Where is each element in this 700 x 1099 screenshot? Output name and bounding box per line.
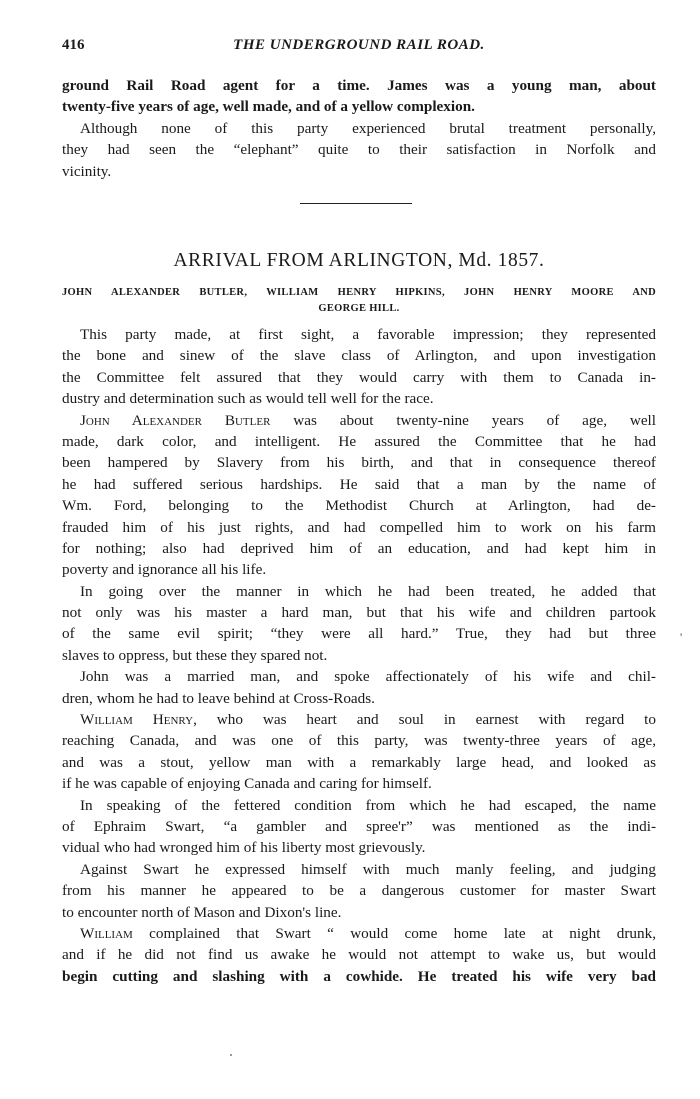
text-line — [62, 367, 656, 388]
text-line — [62, 773, 656, 794]
text-line — [62, 324, 656, 345]
text-line — [62, 923, 656, 944]
text-line — [62, 75, 656, 96]
text-line — [62, 559, 656, 580]
text-line — [62, 96, 656, 117]
line-text: and was a stout, yellow man with a remarkably large head, and looked as — [62, 753, 656, 771]
text-line — [62, 837, 656, 858]
section-body — [62, 324, 656, 987]
line-text: been hampered by Slavery from his birth, and that in consequence thereof — [62, 454, 656, 472]
section-subtitle-names — [62, 285, 656, 317]
running-title: THE UNDERGROUND RAIL ROAD. — [233, 37, 485, 53]
section-divider — [300, 203, 412, 204]
line-text: Against Swart he expressed himself with much manly feeling, and judging — [80, 860, 656, 878]
text-line — [62, 118, 656, 139]
line-text: from his manner he appeared to be a dangerous customer for master Swart — [62, 882, 656, 900]
line-text: vidual who had wronged him of his liberty most grievously. — [62, 839, 426, 857]
line-text: of Ephraim Swart, “a gambler and spree'r” was mentioned as the indi- — [62, 817, 656, 835]
line-text: dren, whom he had to leave behind at Cross-Roads. — [62, 689, 375, 707]
text-line — [62, 880, 656, 901]
line-text: and if he did not find us awake he would not attempt to wake us, but would — [62, 946, 656, 964]
text-line — [62, 410, 656, 431]
text-line — [62, 709, 656, 730]
small-caps-name: William — [80, 924, 133, 942]
text-line — [62, 816, 656, 837]
line-text: he had suffered serious hardships. He said that a man by the name of — [62, 475, 656, 493]
line-text: ground Rail Road agent for a time. James was a young man, about — [62, 77, 656, 94]
line-text: This party made, at first sight, a favorable impression; they represented — [80, 326, 656, 343]
names-line-2: GEORGE HILL. — [318, 303, 400, 314]
text-line — [62, 431, 656, 452]
paragraph-continued — [62, 75, 656, 182]
line-text: if he was capable of enjoying Canada and caring for himself. — [62, 775, 432, 793]
text-line — [62, 645, 656, 666]
text-line — [62, 602, 656, 623]
line-text: to encounter north of Mason and Dixon's line. — [62, 903, 342, 921]
text-line — [62, 859, 656, 880]
scan-speck — [230, 1054, 232, 1056]
text-line — [62, 538, 656, 559]
text-line — [62, 623, 656, 644]
line-text: frauded him of his just rights, and had compelled him to work on his farm — [62, 518, 656, 536]
text-line — [62, 688, 656, 709]
line-text: In going over the manner in which he had been treated, he added that — [80, 582, 656, 600]
text-line — [62, 388, 656, 409]
text-line — [62, 666, 656, 687]
text-line — [62, 161, 656, 182]
text-line — [62, 581, 656, 602]
text-line — [62, 795, 656, 816]
text-line — [62, 730, 656, 751]
line-text: John was a married man, and spoke affectionately of his wife and chil- — [80, 668, 656, 686]
text-line — [62, 452, 656, 473]
scan-mark: ' — [680, 630, 683, 644]
line-text: not only was his master a hard man, but that his wife and children partook — [62, 604, 656, 622]
line-text: Wm. Ford, belonging to the Methodist Church at Arlington, had de- — [62, 497, 656, 515]
line-text: poverty and ignorance all his life. — [62, 561, 267, 579]
page-number: 416 — [62, 37, 85, 53]
line-text: for nothing; also had deprived him of an education, and had kept him in — [62, 539, 656, 557]
text-line — [62, 345, 656, 366]
text-line — [62, 966, 656, 987]
line-text: the Committee felt assured that they would carry with them to Canada in- — [62, 368, 656, 386]
section-title: ARRIVAL FROM ARLINGTON, Md. 1857. — [173, 250, 545, 271]
running-header — [62, 37, 656, 57]
line-text: , who was heart and soul in earnest with regard to — [193, 711, 656, 729]
line-text: begin cutting and slashing with a cowhide. He treated his wife very bad — [62, 967, 656, 985]
line-text: Although none of this party experienced brutal treatment personally, — [80, 119, 656, 137]
line-text: complained that Swart “ would come home late at night drunk, — [132, 924, 656, 942]
line-text: made, dark color, and intelligent. He assured the Committee that he had — [62, 432, 656, 450]
text-line — [62, 495, 656, 516]
line-text: the bone and sinew of the slave class of Arlington, and upon investigation — [62, 347, 656, 365]
text-line — [62, 139, 656, 160]
small-caps-name: William Henry — [80, 711, 194, 729]
text-line — [62, 902, 656, 923]
line-text: twenty-five years of age, well made, and of a yellow complexion. — [62, 98, 475, 116]
text-line — [62, 517, 656, 538]
line-text: vicinity. — [62, 162, 112, 180]
line-text: they had seen the “elephant” quite to their satisfaction in Norfolk and — [62, 141, 656, 159]
line-text: reaching Canada, and was one of this party, was twenty-three years of age, — [62, 732, 656, 750]
text-line — [62, 944, 656, 965]
line-text: was about twenty-nine years of age, well — [270, 411, 656, 429]
text-line — [62, 752, 656, 773]
small-caps-name: John Alexander Butler — [80, 411, 271, 429]
line-text: of the same evil spirit; “they were all hard.” True, they had but three — [62, 625, 656, 643]
line-text: In speaking of the fettered condition from which he had escaped, the name — [80, 796, 656, 814]
line-text: slaves to oppress, but these they spared not. — [62, 646, 328, 664]
line-text: dustry and determination such as would tell well for the race. — [62, 390, 434, 408]
text-line — [62, 474, 656, 495]
names-line-1: JOHN ALEXANDER BUTLER, WILLIAM HENRY HIPKINS, JOHN HENRY MOORE AND — [62, 287, 656, 298]
